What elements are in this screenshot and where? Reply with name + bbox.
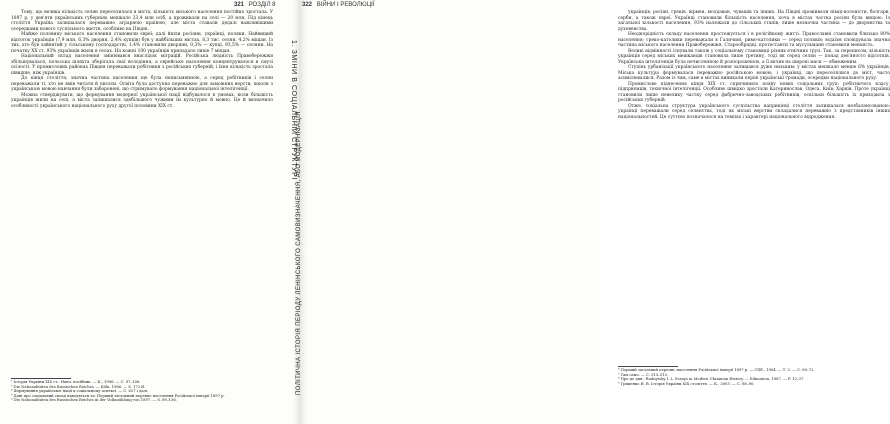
left-footnote: ⁴ Дані про соціальний склад наводяться за: Перший загальний перепис населення Російської імперії 1897 р. (11, 393, 225, 398)
left-running-head (234, 2, 276, 8)
right-paragraph: Отже, соціальна структура українського суспільства наприкінці століття залишалася незбалансованою: українці переважали серед селянства, тоді як міські верстви складалися переважно з представників інших національностей. Це суттєво позначалося на темпах і характері національного відродження. (618, 103, 890, 120)
right-page (300, 0, 890, 424)
left-paragraph: Тому, що велика кількість селян переселилася в міста, кількість міського населення постійно зростала. У 1897 р. у дев'яти українських губерніях мешкало 23,4 млн осіб, а проживали на селі — 20 млн. Під кінець століття Україна залишалася переважно аграрною країною, але міста ставали дедалі важливішими осередками нового суспільного життя, особливо на Півдні. (11, 10, 273, 32)
right-footnote-rule (618, 366, 678, 367)
left-body-text (11, 10, 273, 376)
left-page-number: 321 (234, 2, 245, 8)
left-side-title: 1. ЗМІНИ В СОЦІАЛЬНІЙ СТРУКТУРІ (290, 40, 297, 180)
right-footnotes (618, 368, 890, 422)
right-page-number: 322 (302, 2, 313, 8)
right-side-title: ПОЛІТИЧНА ІСТОРІЯ ПЕРІОДУ ЛЕНІНСЬКОГО САМОВИЗНАЧЕННЯ, АБО МОДЕРНІЗАЦІЯ (296, 111, 302, 395)
right-paragraph: Неоднорідність складу населення простежується і в релігійному житті. Православні становили близько 80% населення; греко-католики переважали в Галичині; римо-католики — серед поляків; юдаїзм сповідувала значна частина міського населення Правобережжя. Старообрядці, протестанти та мусульмани становили меншість. (618, 32, 890, 48)
left-footnote-rule (11, 378, 71, 379)
left-footnote: ² Die Nationalitäten des Russischen Reiches. — Köln, 1986. — S. 172 ff. (11, 384, 145, 389)
right-paragraph: Промислове піднесення кінця XIX ст. спричинило появу нових соціальних груп: робітничого класу, підприємців, технічної інтелігенції. Особливо швидко зростали Катеринослав, Одеса, Київ, Харків. Проте українці становили лише невелику частку серед фабрично-заводських робітників, оскільки більшість їх приходила з російських губерній. (618, 81, 890, 103)
right-paragraph: українців, росіян, греків, вірмен, молдаван, чувашів та інших. На Півдні проживали німці-колоністи, болгари, серби, а також євреї. Українці становили більшість населення, хоча в містах частка росіян була вищою. Із загальної кількості населення, 93% належали до сільських станів, лише незначна частина — до дворянства та духовенства. (618, 10, 890, 32)
left-running-head-title: РОЗДІЛ 8 (248, 2, 276, 8)
right-running-head-title: ВІЙНИ І РЕВОЛЮЦІЇ (316, 2, 375, 8)
right-footnote: ⁹ Гриценко Я. В. Історія України XIX століття. — К., 2003. — С. 88–90. (618, 381, 755, 386)
left-paragraph: Майже половину міського населення становили євреї; далі йшли росіяни, українці, поляки. Найвищий відсоток українців (7,9 млн, 6,3% дворян, 2,4% купців) був у найбільших містах, 8,3 тис. селян, 4,2% міщан. Із тих, хто був зайнятий у сільському господарстві, 1,4% становили дворяни, 0,3% — купці, 93,5% — селяни. На початку XX ст. 93% українців жили в селах. На кожні 100 українців припадало лише 7 міщан. (11, 32, 273, 54)
left-footnote: ³ Формування української нації в соціальному аспекті. — С. 627 і далі. (11, 389, 149, 394)
right-footnote: ⁸ Про це див.: Rudnytsky I. L. Essays in Modern Ukrainian History. — Edmonton, 1987. — P. 12–37. (618, 377, 805, 382)
left-page (0, 0, 300, 424)
right-paragraph: Великі відмінності існували також у соціальному становищі різних етнічних груп. Так, за переписом, кількість українців серед міських мешканців становила лише третину, тоді як серед селян — понад дев'яносто відсотків. Українська інтелігенція була нечисленною й розпорошеною, а її вплив на широкі маси — обмеженим. (618, 48, 890, 65)
left-footnote: ¹ Історія України XIX ст.: Навч. посібник. — К., 1996. — С. 97–106. (11, 380, 141, 384)
right-running-head (302, 2, 375, 8)
left-footnotes (11, 380, 273, 422)
left-paragraph: Можна стверджувати, що формування модерної української нації відбувалося в умовах, коли більшість українців жили на селі, а міста залишалися здебільшого чужими їм культурно й мовно. Це й визначило особливості українського національного руху другої половини XIX ст. (11, 92, 273, 109)
right-footnote: ⁷ Там само. — С. 513–515. (618, 372, 669, 377)
left-paragraph: До кінця століття, значна частина населення ще була неписьменною, а серед робітників і селян переважали ті, хто не вмів читати й писати. Освіта була доступна переважно для заможних верств; школи з українською мовою навчання були заборонені, що стримувало формування національної інтелігенції. (11, 76, 273, 92)
right-paragraph: Ступінь урбанізації українського населення залишався дуже низьким: у містах мешкало менше 6% українців. Міська культура формувалася переважно російською мовою, і українці, що переселялися до міст, часто асимілювалися. Разом із тим, саме в містах виникали перші українські громади, осередки національного руху. (618, 65, 890, 81)
left-paragraph: Національний склад населення змінювався внаслідок міграцій. Російська людність Правобережжя збільшувалася, польська шляхта зберігала свої володіння, а єврейське населення концентрувалося в смузі осілості. У промислових районах Півдня переважали робітники з російських губерній, і їхня кількість зростала швидше, ніж українців. (11, 54, 273, 76)
right-footnote: ⁶ Перший загальний перепис населення Російської імперії 1897 р. — СПб., 1904. — Т. 2. — С. 69–72. (618, 368, 815, 372)
left-footnote: ⁵ Die Nationalitäten des Russischen Reiches in der Volkszählung von 1897. — S. 89–136. (11, 398, 177, 403)
right-body-text (618, 10, 890, 364)
